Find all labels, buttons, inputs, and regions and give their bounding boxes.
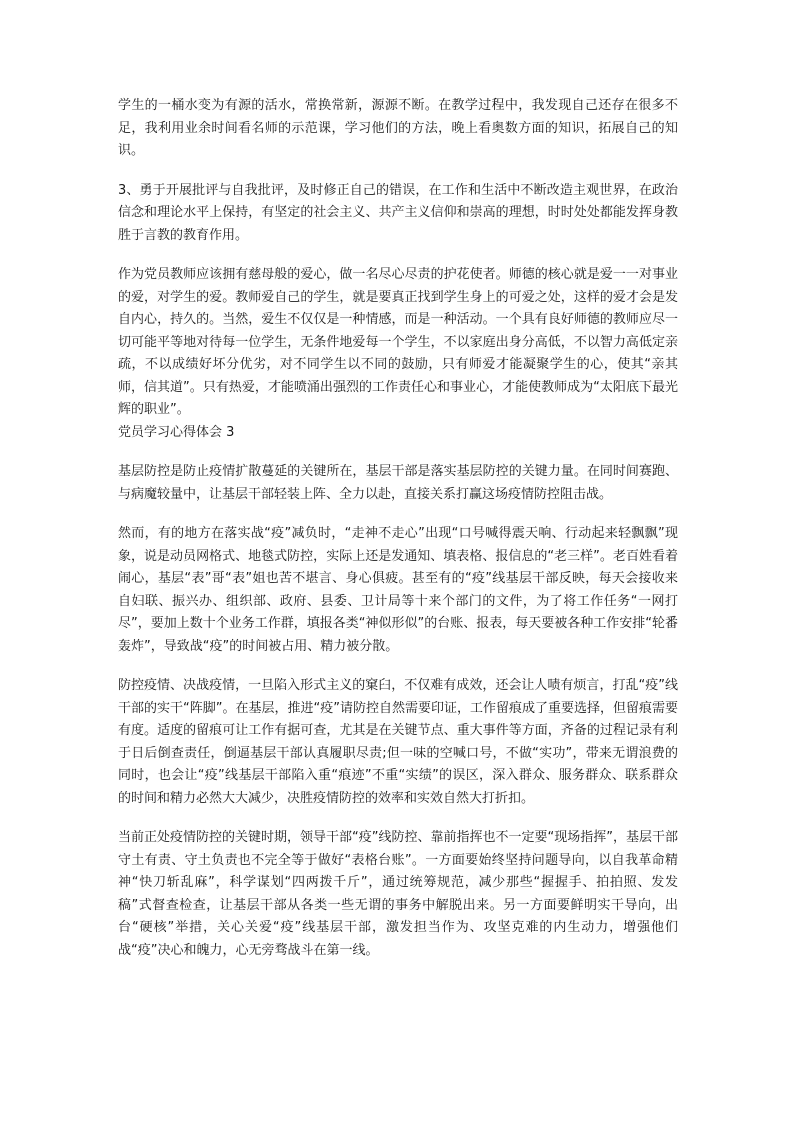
document-body <box>118 95 678 962</box>
paragraph-6: 防控疫情、决战疫情，一旦陷入形式主义的窠臼，不仅难有成效，还会让人啧有烦言，打乱“疫”线干部的实干“阵脚”。在基层，推进“疫”请防控自然需要印证，工作留痕成了重要选择，但留痕需要有度。适度的留痕可让工作有据可查，尤其是在关键节点、重大事件等方面，齐备的过程记录有利于日后倒查责任，倒逼基层干部认真履职尽责;但一味的空喊口号，不做“实功”，带来无谓浪费的同时，也会让“疫”线基层干部陷入重“痕迹”不重“实绩”的误区，深入群众、服务群众、联系群众的时间和精力必然大大减少，决胜疫情防控的效率和实效自然大打折扣。 <box>118 678 678 806</box>
paragraph-7: 当前正处疫情防控的关键时期，领导干部“疫”线防控、靠前指挥也不一定要“现场指挥”，基层干部守土有责、守土负责也不完全等于做好“表格台账”。一方面要始终坚持问题导向，以自我革命精神“快刀斩乱麻”，科学谋划“四两拨千斤”，通过统筹规范，减少那些“握握手、拍拍照、发发稿”式督查检查，让基层干部从各类一些无谓的事务中解脱出来。另一方面要鲜明实干导向，出台“硬核”举措，关心关爱“疫”线基层干部，激发担当作为、攻坚克难的内生动力，增强他们战“疫”决心和魄力，心无旁骛战斗在第一线。 <box>118 830 678 958</box>
paragraph-3: 作为党员教师应该拥有慈母般的爱心，做一名尽心尽责的护花使者。师德的核心就是爱一一对事业的爱，对学生的爱。教师爱自己的学生，就是要真正找到学生身上的可爱之处，这样的爱才会是发自内心，持久的。当然，爱生不仅仅是一种情感，而是一种活动。一个具有良好师德的教师应尽一切可能平等地对待每一位学生，无条件地爱每一个学生，不以家庭出身分高低，不以智力高低定亲疏，不以成绩好坏分优劣，对不同学生以不同的鼓励，只有师爱才能凝聚学生的心，使其“亲其师，信其道”。只有热爱，才能喷涌出强烈的工作责任心和事业心，才能使教师成为“太阳底下最光辉的职业”。 <box>118 267 678 417</box>
paragraph-5: 然而，有的地方在落实战“疫”减负时，“走神不走心”出现“口号喊得震天响、行动起来轻飘飘”现象，说是动员网格式、地毯式防控，实际上还是发通知、填表格、报信息的“老三样”。老百姓看着闹心，基层“表”哥“表”姐也苦不堪言、身心俱疲。甚至有的“疫”线基层干部反映，每天会接收来自妇联、振兴办、组织部、政府、县委、卫计局等十来个部门的文件，为了将工作任务“一网打尽”，要加上数十个业务工作群，填报各类“神似形似”的台账、报表，每天要被各种工作安排“轮番轰炸”，导致战“疫”的时间被占用、精力被分散。 <box>118 526 678 654</box>
paragraph-1: 学生的一桶水变为有源的活水，常换常新，源源不断。在教学过程中，我发现自己还存在很多不足，我利用业余时间看名师的示范课，学习他们的方法，晚上看奥数方面的知识，拓展自己的知识。 <box>118 98 678 158</box>
paragraph-4: 基层防控是防止疫情扩散蔓延的关键所在，基层干部是落实基层防控的关键力量。在同时间赛跑、与病魔较量中，让基层干部轻装上阵、全力以赴，直接关系打赢这场疫情防控阻击战。 <box>118 464 678 502</box>
paragraph-2: 3、勇于开展批评与自我批评，及时修正自己的错误，在工作和生活中不断改造主观世界，在政治信念和理论水平上保持，有坚定的社会主义、共产主义信仰和崇高的理想，时时处处都能发挥身教胜于言教的教育作用。 <box>118 182 678 243</box>
section-heading: 党员学习心得体会 3 <box>118 424 235 440</box>
